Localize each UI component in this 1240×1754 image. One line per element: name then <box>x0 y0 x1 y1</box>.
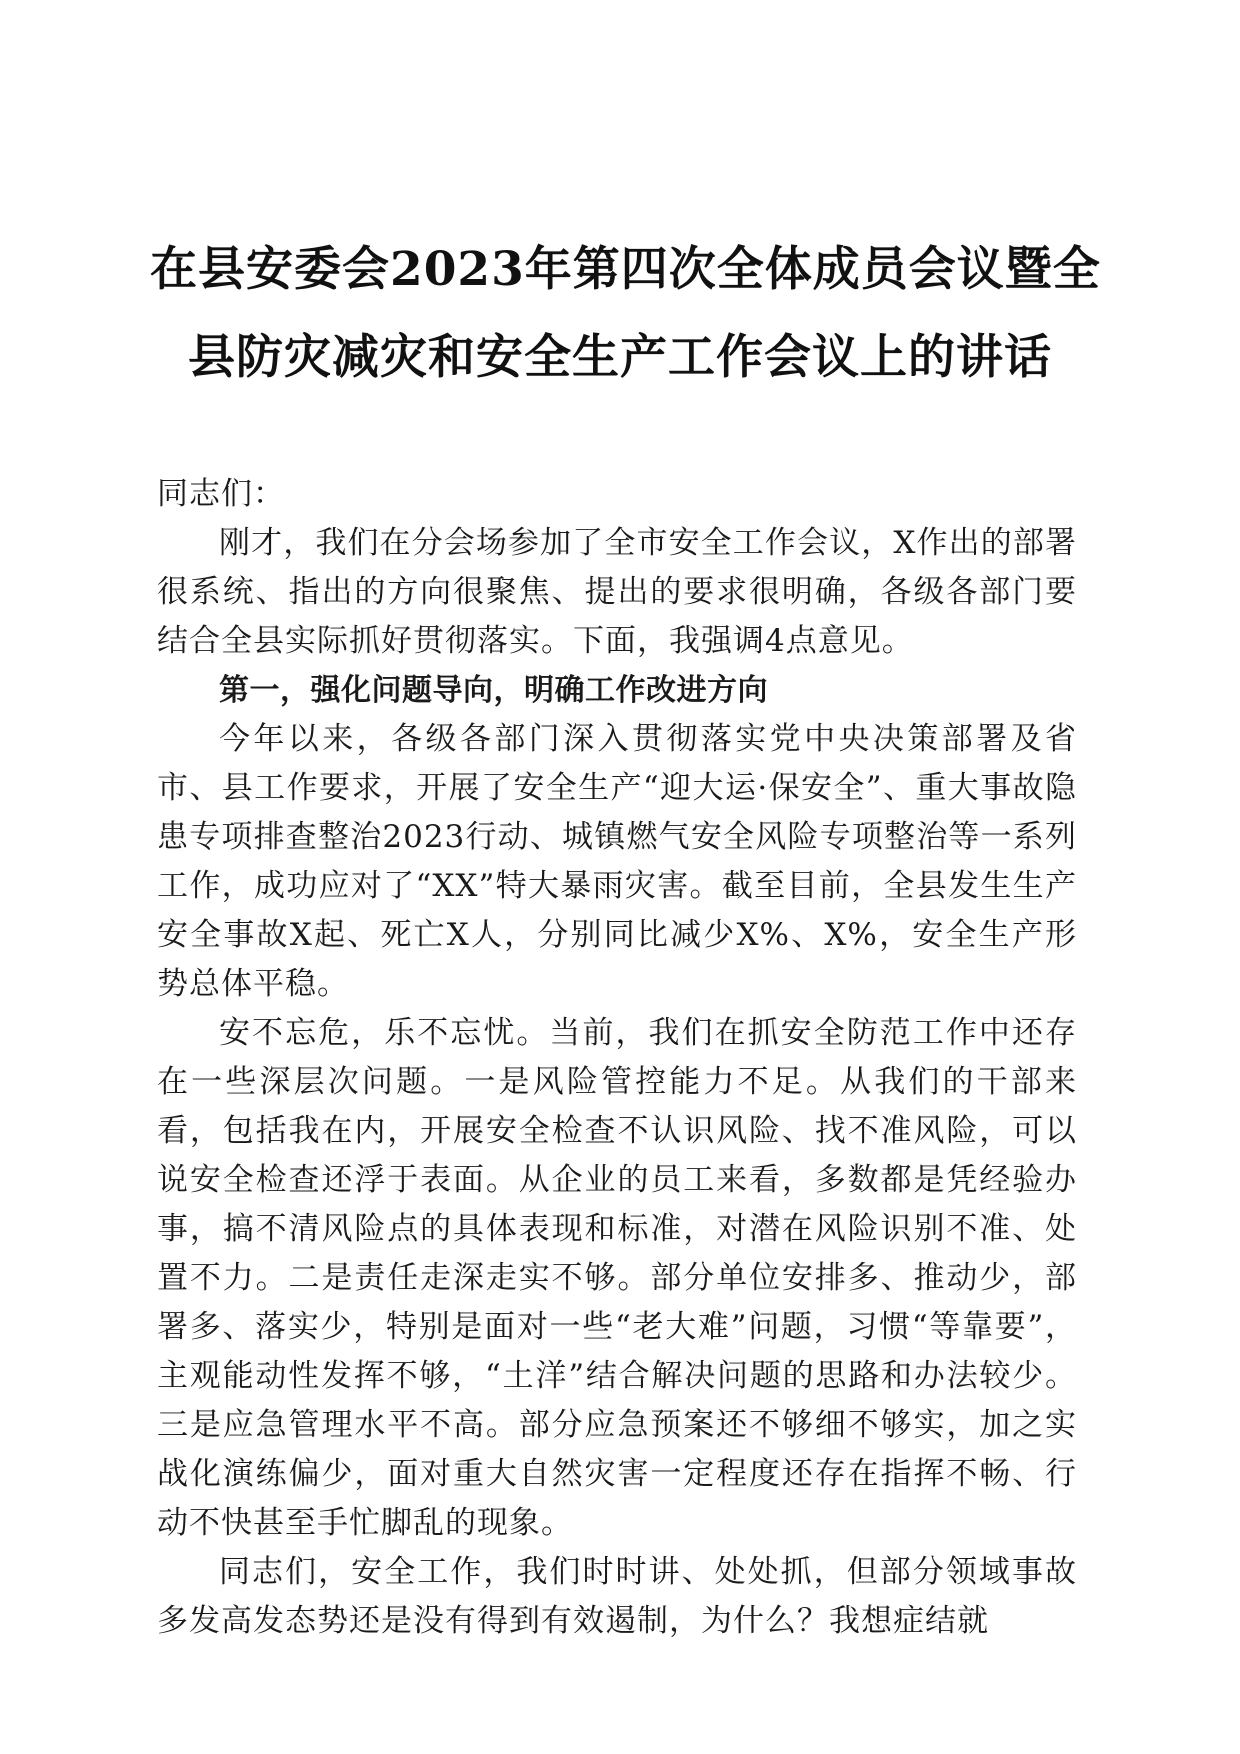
section-heading-1: 第一，强化问题导向，明确工作改进方向 <box>219 673 768 708</box>
paragraph-problems: 安不忘危，乐不忘忧。当前，我们在抓安全防范工作中还存在一些深层次问题。一是风险管控能力不足。从我们的干部来看，包括我在内，开展安全检查不认识风险、找不准风险，可以说安全检查还浮于表面。从企业的员工来看，多数都是凭经验办事，搞不清风险点的具体表现和标准，对潜在风险识别不准、处置不力。二是责任走深走实不够。部分单位安排多、推动少，部署多、落实少，特别是面对一些“老大难”问题，习惯“等靠要”，主观能动性发挥不够，“土洋”结合解决问题的思路和办法较少。三是应急管理水平不高。部分应急预案还不够细不够实，加之实战化演练偏少，面对重大自然灾害一定程度还存在指挥不畅、行动不快甚至手忙脚乱的现象。 <box>157 1015 1077 1541</box>
title-line-1: 在县安委会2023年第四次全体成员会议暨全 <box>150 242 1101 297</box>
salutation: 同志们： <box>157 476 285 512</box>
paragraph-continued: 同志们，安全工作，我们时时讲、处处抓，但部分领域事故多发高发态势还是没有得到有效遏制，为什么？我想症结就 <box>157 1554 1077 1639</box>
document-title <box>150 226 1101 402</box>
title-line-2: 县防灾减灾和安全生产工作会议上的讲话 <box>188 330 1052 385</box>
document-body <box>157 470 1077 1646</box>
paragraph-status: 今年以来，各级各部门深入贯彻落实党中央决策部署及省市、县工作要求，开展了安全生产“迎大运·保安全”、重大事故隐患专项排查整治2023行动、城镇燃气安全风险专项整治等一系列工作，成功应对了“XX”特大暴雨灾害。截至目前，全县发生生产安全事故X起、死亡X人，分别同比减少X%、X%，安全生产形势总体平稳。 <box>157 721 1077 1002</box>
paragraph-intro: 刚才，我们在分会场参加了全市安全工作会议，X作出的部署很系统、指出的方向很聚焦、提出的要求很明确，各级各部门要结合全县实际抓好贯彻落实。下面，我强调4点意见。 <box>157 525 1077 659</box>
